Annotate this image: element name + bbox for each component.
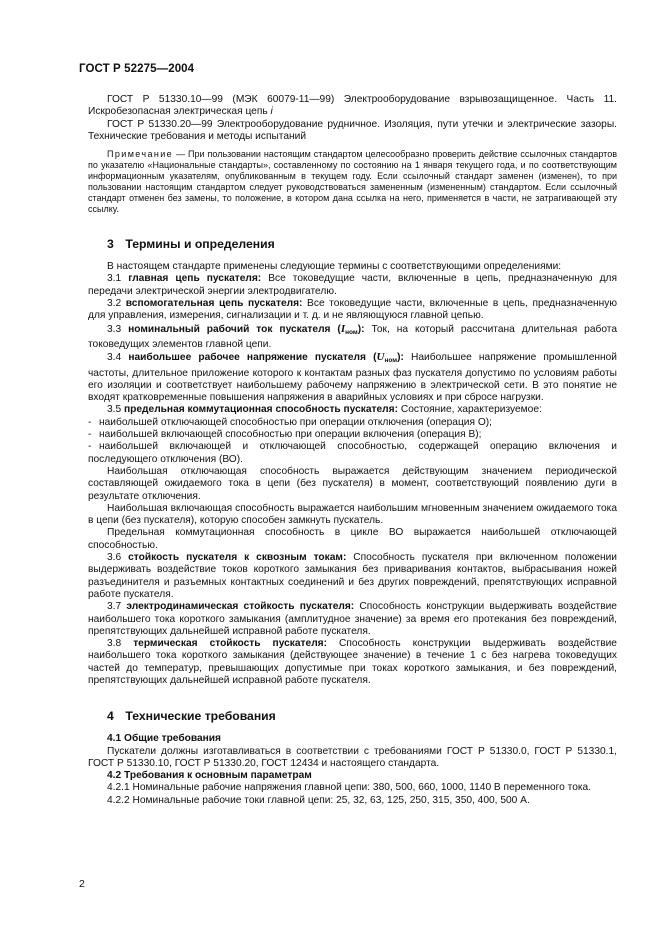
note-label: Примечание [107,149,174,160]
term-3-5-paragraph: Предельная коммутационная способность в цикле ВО выражается наибольшей отключающей способностью. [88,527,617,551]
term-3-5-paragraph: Наибольшая включающая способность выражается наибольшим мгновенным значением ожидаемого тока в цепи (без пускателя), которую способен замкнуть пускатель. [88,502,617,527]
term-3-5-paragraph: Наибольшая отключающая способность выражается действующим значением периодической составляющей ожидаемого тока в цепи (без пускателя) в момент, соответствующий появлению дуги в результате отключения. [88,465,617,502]
list-dash: - [88,416,92,428]
page-number: 2 [79,878,85,890]
subsection-4-1-text: Пускатели должны изготавливаться в соответствии с требованиями ГОСТ Р 51330.0, ГОСТ Р 51330.1, ГОСТ Р 51330.10, ГОСТ Р 51330.20, ГОСТ 12434 и настоящего стандарта. [88,745,617,769]
list-item: - наибольшей включающей способностью при операции включения (операция В); [88,429,482,441]
section-3-intro: В настоящем стандарте применены следующие термины с соответствующими определениями: [107,261,562,273]
note-block [88,149,617,215]
clause-4-2-1: 4.2.1 Номинальные рабочие напряжения главной цепи: 380, 500, 660, 1000, 1140 В переменного тока. [107,782,592,794]
term-3-5: 3.5 предельная коммутационная способность пускателя: Состояние, характеризуемое: [107,404,542,416]
list-item: - наибольшей включающей и отключающей способностью, содержащей операцию включения и последующего отключения (ВО). [88,441,617,465]
term-3-3: 3.3 номинальный рабочий ток пускателя $(I_{ном})$: Ток, на который рассчитана длительная работа токоведущих элементов главной цепи. [88,322,617,350]
voltage-symbol: U [376,351,385,364]
term-3-7: 3.7 электродинамическая стойкость пускателя: Способность конструкции выдерживать воздействие наибольшего тока короткого замыкания (амплитудное значение) за время его протекания без повреждений, препятствующих дальнейшей исправной работе пускателя. [88,601,617,637]
list-item: - наибольшей отключающей способностью при операции отключения (операция О); [88,416,492,428]
reference-item: ГОСТ Р 51330.20—99 Электрооборудование рудничное. Изоляция, пути утечки и электрические зазоры. Технические требования и методы испытаний [88,118,617,142]
list-dash: - [88,429,92,441]
clause-4-2-2: 4.2.2 Номинальные рабочие токи главной цепи: 25, 32, 63, 125, 250, 315, 350, 400, 500 А. [107,794,530,806]
subsection-4-2-heading: 4.2 Требования к основным параметрам [107,770,312,782]
page-header-standard-code: ГОСТ Р 52275—2004 [79,63,195,75]
section-3-heading: 3 Термины и определения [107,237,275,252]
term-3-4: 3.4 наибольшее рабочее напряжение пускателя $(U_{ном})$: Наибольшее напряжение промышленной частоты, длительное приложение которого к контактам разных фаз пускателя допустимо по условиям работы его изоляции и соответствует наибольшему рабочему напряжению в электрической сети. В это понятие не входят кратковременные повышения напряжения в аварийных условиях и при сбросе нагрузки. [88,351,617,404]
term-3-2: 3.2 вспомогательная цепь пускателя: Все токоведущие части, включенные в цепь, предназначенную для управления, измерения, сигнализации и т. д. и не являющуюся главной цепью. [88,298,617,322]
note-text: — При пользовании настоящим стандартом целесообразно проверить действие ссылочных стандартов по указателю «Национальные стандарты», составленному по состоянию на 1 января текущего года, и по соответствующим информационным указателям, опубликованным в текущем году. Если ссылочный стандарт заменен (изменен), то при пользовании настоящим стандартом следует руководствоваться замененным (измененным) стандартом. Если ссылочный стандарт отменен без замены, то положение, в котором дана ссылка на него, применяется в части, не затрагивающей эту ссылку. [88,149,617,215]
term-3-1: 3.1 главная цепь пускателя: Все токоведущие части, включенные в цепь, предназначенную для передачи электрической энергии электродвигателю. [88,273,617,297]
term-3-6: 3.6 стойкость пускателя к сквозным токам: Способность пускателя при включенном положении выдерживать воздействие токов короткого замыкания без приваривания контактов, выбрасывания ножей разъединителя и разъемных контактных соединений и без других повреждений, препятствующих исправной работе пускателя. [88,552,617,600]
page-content [88,94,617,807]
section-4-heading: 4 Технические требования [107,709,276,724]
term-3-8: 3.8 термическая стойкость пускателя: Способность конструкции выдерживать воздействие наибольшего тока короткого замыкания (действующее значение) в течение 1 с без нагрева токоведущих частей до температур, превышающих допустимые при токах короткого замыкания, и без повреждений, препятствующих дальнейшей исправной работе пускателя. [88,638,617,686]
subsection-4-1-heading: 4.1 Общие требования [107,733,222,745]
current-symbol: I [340,322,346,335]
note-paragraph [88,149,617,215]
list-dash: - [88,441,92,453]
reference-item: ГОСТ Р 51330.10—99 (МЭК 60079-11—99) Электрооборудование взрывозащищенное. Часть 11. Искробезопасная электрическая цепь i [88,94,617,118]
